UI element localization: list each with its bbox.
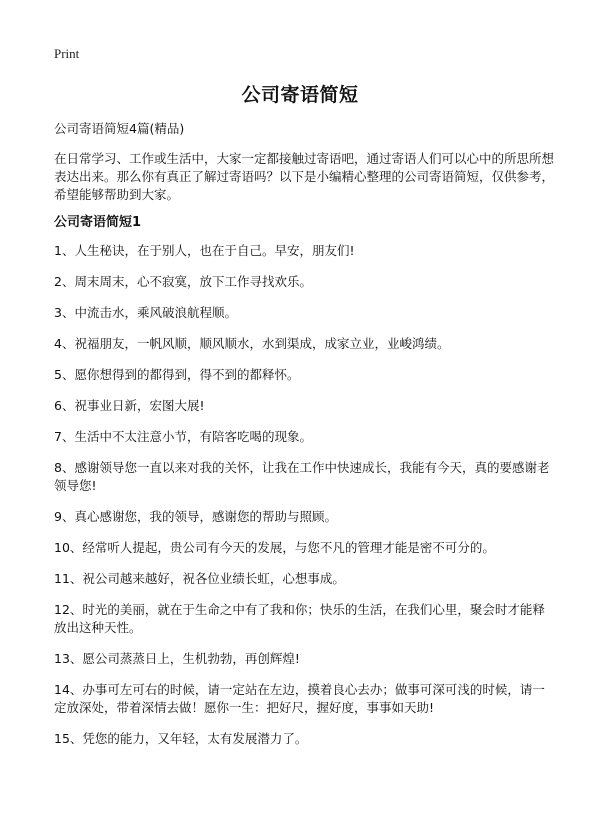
list-item: 2、周末周末，心不寂寞，放下工作寻找欢乐。 bbox=[54, 274, 312, 289]
list-item: 1、人生秘诀，在于别人，也在于自己。早安，朋友们! bbox=[54, 243, 355, 258]
list-item: 6、祝事业日新，宏图大展! bbox=[54, 398, 205, 413]
list-item: 3、中流击水，乘风破浪航程顺。 bbox=[54, 305, 237, 320]
document-subtitle: 公司寄语简短4篇(精品) bbox=[54, 121, 185, 136]
list-item: 5、愿你想得到的都得到，得不到的都释怀。 bbox=[54, 367, 300, 382]
list-item: 9、真心感谢您，我的领导，感谢您的帮助与照顾。 bbox=[54, 509, 337, 524]
intro-paragraph: 在日常学习、工作或生活中，大家一定都接触过寄语吧，通过寄语人们可以心中的所思所想表达出来。那么你有真正了解过寄语吗？以下是小编精心整理的公司寄语简短，仅供参考，希望能够帮助到大家。 bbox=[54, 151, 555, 202]
list-item: 14、办事可左可右的时候，请一定站在左边，摸着良心去办；做事可深可浅的时候，请一定放深处，带着深情去做！愿你一生：把好尺，握好度，事事如天助! bbox=[54, 682, 545, 715]
list-item: 12、时光的美丽，就在于生命之中有了我和你；快乐的生活，在我们心里，聚会时才能释放出这种天性。 bbox=[54, 602, 545, 635]
document-title: 公司寄语简短 bbox=[241, 84, 359, 106]
list-item: 15、凭您的能力，又年轻，太有发展潜力了。 bbox=[54, 731, 308, 746]
list-item: 13、愿公司蒸蒸日上，生机勃勃，再创辉煌! bbox=[54, 651, 300, 666]
list-item: 4、祝福朋友，一帆风顺，顺风顺水，水到渠成，成家立业，业峻鸿绩。 bbox=[54, 336, 450, 351]
document-body bbox=[54, 120, 554, 761]
list-item: 11、祝公司越来越好，祝各位业绩长虹，心想事成。 bbox=[54, 571, 345, 586]
list-item: 10、经常听人提起，贵公司有今天的发展，与您不凡的管理才能是密不可分的。 bbox=[54, 540, 495, 555]
print-link[interactable]: Print bbox=[54, 46, 80, 61]
list-item: 7、生活中不太注意小节，有陪客吃喝的现象。 bbox=[54, 429, 312, 444]
section-heading: 公司寄语简短1 bbox=[54, 215, 142, 230]
list-item: 8、感谢领导您一直以来对我的关怀，让我在工作中快速成长，我能有今天，真的要感谢老领导您! bbox=[54, 460, 550, 493]
item-list bbox=[54, 242, 554, 748]
